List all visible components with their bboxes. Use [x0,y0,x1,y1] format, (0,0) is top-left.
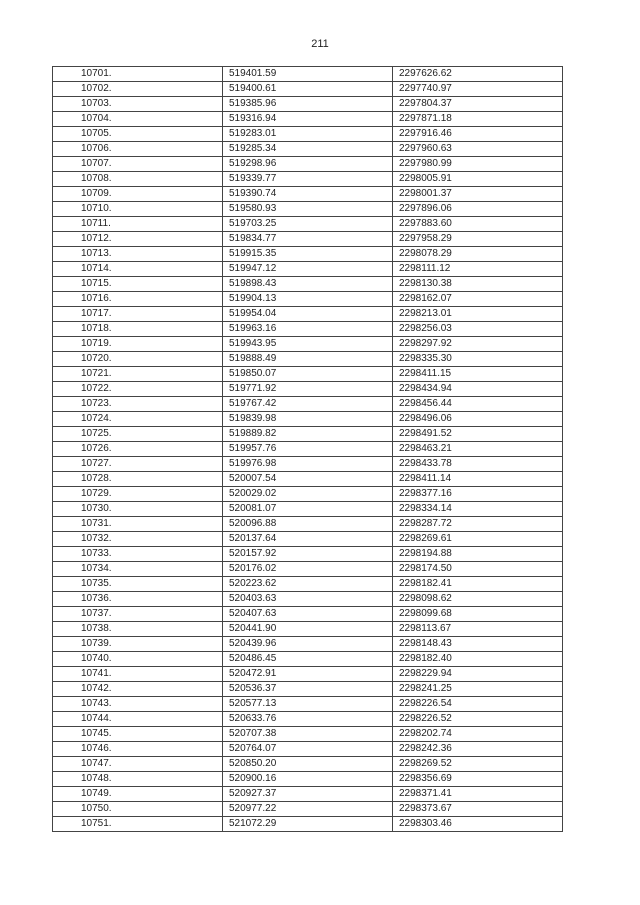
y-coordinate-cell: 2298242.36 [393,742,563,757]
point-number-cell: 10703. [53,97,223,112]
table-row [53,352,563,367]
table-row [53,97,563,112]
y-coordinate-cell: 2298202.74 [393,727,563,742]
table-row [53,712,563,727]
table-row [53,682,563,697]
point-number-cell: 10723. [53,397,223,412]
x-coordinate-cell: 520137.64 [223,532,393,547]
y-coordinate-cell: 2298111.12 [393,262,563,277]
table-row [53,442,563,457]
y-coordinate-cell: 2298226.52 [393,712,563,727]
y-coordinate-cell: 2298005.91 [393,172,563,187]
y-coordinate-cell: 2298226.54 [393,697,563,712]
point-number-cell: 10702. [53,82,223,97]
x-coordinate-cell: 519316.94 [223,112,393,127]
x-coordinate-cell: 520850.20 [223,757,393,772]
coordinates-table [52,66,563,832]
x-coordinate-cell: 519943.95 [223,337,393,352]
y-coordinate-cell: 2297871.18 [393,112,563,127]
y-coordinate-cell: 2298213.01 [393,307,563,322]
point-number-cell: 10719. [53,337,223,352]
x-coordinate-cell: 519904.13 [223,292,393,307]
point-number-cell: 10716. [53,292,223,307]
table-row [53,742,563,757]
x-coordinate-cell: 519385.96 [223,97,393,112]
x-coordinate-cell: 519339.77 [223,172,393,187]
x-coordinate-cell: 520764.07 [223,742,393,757]
table-row [53,772,563,787]
y-coordinate-cell: 2298287.72 [393,517,563,532]
y-coordinate-cell: 2298433.78 [393,457,563,472]
table-row [53,382,563,397]
y-coordinate-cell: 2297740.97 [393,82,563,97]
y-coordinate-cell: 2298269.61 [393,532,563,547]
table-row [53,532,563,547]
table-row [53,517,563,532]
x-coordinate-cell: 519580.93 [223,202,393,217]
y-coordinate-cell: 2298434.94 [393,382,563,397]
point-number-cell: 10737. [53,607,223,622]
y-coordinate-cell: 2298241.25 [393,682,563,697]
point-number-cell: 10707. [53,157,223,172]
point-number-cell: 10713. [53,247,223,262]
y-coordinate-cell: 2298113.67 [393,622,563,637]
table-row [53,427,563,442]
table-row [53,82,563,97]
table-row [53,457,563,472]
y-coordinate-cell: 2298256.03 [393,322,563,337]
y-coordinate-cell: 2298269.52 [393,757,563,772]
y-coordinate-cell: 2297960.63 [393,142,563,157]
x-coordinate-cell: 520486.45 [223,652,393,667]
y-coordinate-cell: 2297883.60 [393,217,563,232]
x-coordinate-cell: 519401.59 [223,67,393,82]
point-number-cell: 10717. [53,307,223,322]
y-coordinate-cell: 2298194.88 [393,547,563,562]
point-number-cell: 10705. [53,127,223,142]
y-coordinate-cell: 2298335.30 [393,352,563,367]
y-coordinate-cell: 2298162.07 [393,292,563,307]
y-coordinate-cell: 2298099.68 [393,607,563,622]
x-coordinate-cell: 519898.43 [223,277,393,292]
y-coordinate-cell: 2297958.29 [393,232,563,247]
table-row [53,577,563,592]
point-number-cell: 10708. [53,172,223,187]
table-row [53,412,563,427]
y-coordinate-cell: 2298371.41 [393,787,563,802]
table-row [53,802,563,817]
table-row [53,757,563,772]
y-coordinate-cell: 2298377.16 [393,487,563,502]
table-row [53,337,563,352]
x-coordinate-cell: 520536.37 [223,682,393,697]
x-coordinate-cell: 520707.38 [223,727,393,742]
coordinates-table-body [53,67,563,832]
point-number-cell: 10736. [53,592,223,607]
x-coordinate-cell: 520407.63 [223,607,393,622]
x-coordinate-cell: 520577.13 [223,697,393,712]
x-coordinate-cell: 519976.98 [223,457,393,472]
point-number-cell: 10727. [53,457,223,472]
table-row [53,487,563,502]
x-coordinate-cell: 519834.77 [223,232,393,247]
point-number-cell: 10748. [53,772,223,787]
x-coordinate-cell: 519839.98 [223,412,393,427]
point-number-cell: 10745. [53,727,223,742]
y-coordinate-cell: 2298496.06 [393,412,563,427]
x-coordinate-cell: 520441.90 [223,622,393,637]
point-number-cell: 10742. [53,682,223,697]
point-number-cell: 10732. [53,532,223,547]
x-coordinate-cell: 519400.61 [223,82,393,97]
table-row [53,667,563,682]
table-row [53,502,563,517]
y-coordinate-cell: 2298078.29 [393,247,563,262]
point-number-cell: 10747. [53,757,223,772]
y-coordinate-cell: 2298130.38 [393,277,563,292]
table-row [53,547,563,562]
point-number-cell: 10729. [53,487,223,502]
table-row [53,142,563,157]
x-coordinate-cell: 520472.91 [223,667,393,682]
point-number-cell: 10711. [53,217,223,232]
table-row [53,622,563,637]
point-number-cell: 10706. [53,142,223,157]
y-coordinate-cell: 2298182.40 [393,652,563,667]
x-coordinate-cell: 520096.88 [223,517,393,532]
x-coordinate-cell: 520081.07 [223,502,393,517]
point-number-cell: 10728. [53,472,223,487]
y-coordinate-cell: 2297804.37 [393,97,563,112]
table-row [53,112,563,127]
y-coordinate-cell: 2298456.44 [393,397,563,412]
y-coordinate-cell: 2297896.06 [393,202,563,217]
y-coordinate-cell: 2298229.94 [393,667,563,682]
y-coordinate-cell: 2298463.21 [393,442,563,457]
point-number-cell: 10750. [53,802,223,817]
point-number-cell: 10738. [53,622,223,637]
x-coordinate-cell: 519957.76 [223,442,393,457]
x-coordinate-cell: 519771.92 [223,382,393,397]
table-row [53,472,563,487]
x-coordinate-cell: 519283.01 [223,127,393,142]
x-coordinate-cell: 520927.37 [223,787,393,802]
y-coordinate-cell: 2298303.46 [393,817,563,832]
table-row [53,127,563,142]
table-row [53,277,563,292]
point-number-cell: 10714. [53,262,223,277]
table-row [53,172,563,187]
page-number: 211 [311,38,329,50]
point-number-cell: 10726. [53,442,223,457]
point-number-cell: 10746. [53,742,223,757]
y-coordinate-cell: 2297980.99 [393,157,563,172]
y-coordinate-cell: 2298373.67 [393,802,563,817]
table-row [53,157,563,172]
x-coordinate-cell: 519954.04 [223,307,393,322]
point-number-cell: 10724. [53,412,223,427]
x-coordinate-cell: 519285.34 [223,142,393,157]
table-row [53,397,563,412]
table-row [53,817,563,832]
point-number-cell: 10715. [53,277,223,292]
x-coordinate-cell: 520176.02 [223,562,393,577]
point-number-cell: 10733. [53,547,223,562]
y-coordinate-cell: 2298411.14 [393,472,563,487]
table-row [53,247,563,262]
point-number-cell: 10744. [53,712,223,727]
point-number-cell: 10740. [53,652,223,667]
point-number-cell: 10704. [53,112,223,127]
x-coordinate-cell: 519915.35 [223,247,393,262]
y-coordinate-cell: 2298297.92 [393,337,563,352]
y-coordinate-cell: 2298491.52 [393,427,563,442]
x-coordinate-cell: 519963.16 [223,322,393,337]
table-row [53,367,563,382]
table-row [53,637,563,652]
point-number-cell: 10720. [53,352,223,367]
x-coordinate-cell: 520633.76 [223,712,393,727]
table-row [53,232,563,247]
table-row [53,652,563,667]
point-number-cell: 10701. [53,67,223,82]
table-row [53,727,563,742]
point-number-cell: 10731. [53,517,223,532]
point-number-cell: 10721. [53,367,223,382]
point-number-cell: 10741. [53,667,223,682]
table-row [53,322,563,337]
y-coordinate-cell: 2298098.62 [393,592,563,607]
y-coordinate-cell: 2298411.15 [393,367,563,382]
y-coordinate-cell: 2298148.43 [393,637,563,652]
table-row [53,202,563,217]
x-coordinate-cell: 519767.42 [223,397,393,412]
x-coordinate-cell: 520029.02 [223,487,393,502]
x-coordinate-cell: 521072.29 [223,817,393,832]
y-coordinate-cell: 2297916.46 [393,127,563,142]
y-coordinate-cell: 2298001.37 [393,187,563,202]
point-number-cell: 10749. [53,787,223,802]
point-number-cell: 10734. [53,562,223,577]
x-coordinate-cell: 519888.49 [223,352,393,367]
x-coordinate-cell: 520439.96 [223,637,393,652]
point-number-cell: 10730. [53,502,223,517]
x-coordinate-cell: 520977.22 [223,802,393,817]
point-number-cell: 10751. [53,817,223,832]
x-coordinate-cell: 519850.07 [223,367,393,382]
point-number-cell: 10712. [53,232,223,247]
x-coordinate-cell: 519703.25 [223,217,393,232]
x-coordinate-cell: 520223.62 [223,577,393,592]
x-coordinate-cell: 520157.92 [223,547,393,562]
y-coordinate-cell: 2298182.41 [393,577,563,592]
x-coordinate-cell: 519390.74 [223,187,393,202]
point-number-cell: 10743. [53,697,223,712]
table-row [53,262,563,277]
x-coordinate-cell: 519889.82 [223,427,393,442]
point-number-cell: 10709. [53,187,223,202]
point-number-cell: 10739. [53,637,223,652]
point-number-cell: 10735. [53,577,223,592]
table-row [53,217,563,232]
point-number-cell: 10725. [53,427,223,442]
table-row [53,292,563,307]
table-row [53,307,563,322]
table-row [53,697,563,712]
point-number-cell: 10718. [53,322,223,337]
y-coordinate-cell: 2298356.69 [393,772,563,787]
x-coordinate-cell: 519298.96 [223,157,393,172]
point-number-cell: 10722. [53,382,223,397]
x-coordinate-cell: 520007.54 [223,472,393,487]
y-coordinate-cell: 2297626.62 [393,67,563,82]
x-coordinate-cell: 520900.16 [223,772,393,787]
point-number-cell: 10710. [53,202,223,217]
table-row [53,67,563,82]
x-coordinate-cell: 520403.63 [223,592,393,607]
table-row [53,787,563,802]
y-coordinate-cell: 2298334.14 [393,502,563,517]
table-row [53,562,563,577]
table-row [53,592,563,607]
y-coordinate-cell: 2298174.50 [393,562,563,577]
table-row [53,607,563,622]
x-coordinate-cell: 519947.12 [223,262,393,277]
table-row [53,187,563,202]
